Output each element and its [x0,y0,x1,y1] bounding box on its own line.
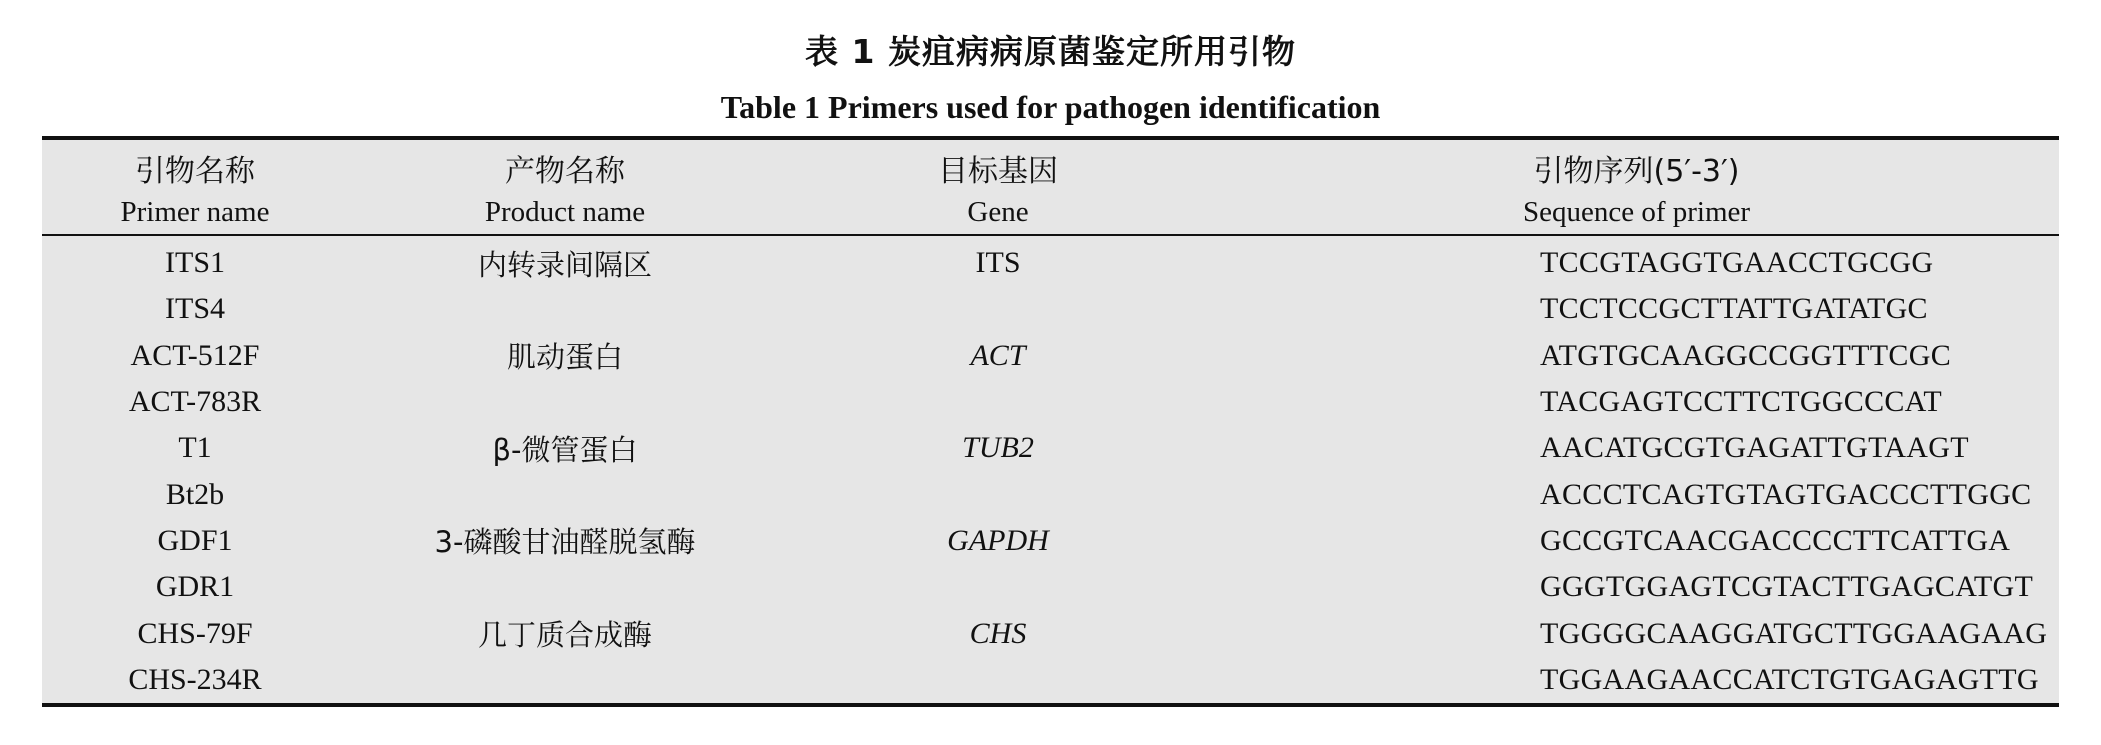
sequence-cell: ACCCTCAGTGTAGTGACCCTTGGC [1540,477,2032,511]
sequence-cell: TGGAAGAACCATCTGTGAGAGTTG [1540,662,2039,696]
gene-cell: TUB2 [962,431,1034,465]
gene-cell [782,471,1214,517]
table-row [42,657,2059,703]
product-name-cell: 几丁质合成酶 [477,618,652,653]
primer-name-cell: CHS-234R [128,662,262,696]
product-name-cell [348,564,782,610]
primer-name-cell: ITS1 [165,246,225,280]
sequence-cell: TCCGTAGGTGAACCTGCGG [1540,246,1934,280]
table-row [42,235,2059,286]
table-row [42,425,2059,471]
gene-cell: ITS [975,246,1021,280]
sequence-cell: TGGGGCAAGGATGCTTGGAAGAAG [1540,616,2048,650]
header-gene-en: Gene [782,190,1214,235]
gene-cell: ACT [970,338,1026,372]
table-row [42,518,2059,564]
header-gene-zh: 目标基因 [938,154,1058,189]
primer-name-cell: GDR1 [155,570,235,604]
header-row-chinese [42,140,2059,190]
product-name-cell [348,286,782,332]
primer-name-cell: T1 [178,431,212,465]
gene-cell: CHS [969,616,1027,650]
product-name-cell: 内转录间隔区 [477,247,652,282]
product-name-cell [348,379,782,425]
sequence-cell: ATGTGCAAGGCCGGTTTCGC [1540,338,1951,372]
gene-cell [782,379,1214,425]
product-name-cell [348,471,782,517]
product-name-cell: β-微管蛋白 [492,432,638,467]
sequence-cell: TACGAGTCCTTCTGGCCCAT [1540,385,1942,419]
primer-table-container [42,136,2059,707]
table-row [42,610,2059,656]
gene-cell [782,657,1214,703]
primer-table [42,140,2059,703]
sequence-cell: TCCTCCGCTTATTGATATGC [1540,292,1928,326]
table-row [42,564,2059,610]
header-product-name-zh: 产物名称 [505,154,625,189]
gene-cell [782,564,1214,610]
table-row [42,333,2059,379]
header-primer-name-en: Primer name [42,190,348,235]
product-name-cell: 3-磷酸甘油醛脱氢酶 [434,525,696,560]
header-product-name-en: Product name [348,190,782,235]
header-sequence-zh: 引物序列(5′-3′) [1533,154,1740,189]
primer-name-cell: Bt2b [165,477,225,511]
table-row [42,471,2059,517]
sequence-cell: GCCGTCAACGACCCCTTCATTGA [1540,523,2011,557]
sequence-cell: AACATGCGTGAGATTGTAAGT [1540,431,1969,465]
primer-name-cell: ITS4 [165,292,225,326]
primer-name-cell: ACT-783R [128,385,262,419]
table-title-english: Table 1 Primers used for pathogen identification [720,89,1381,125]
product-name-cell: 肌动蛋白 [506,340,623,375]
product-name-cell [348,657,782,703]
table-row [42,379,2059,425]
header-sequence-en: Sequence of primer [1214,190,2059,235]
primer-name-cell: CHS-79F [137,616,253,650]
primer-name-cell: ACT-512F [130,338,260,372]
header-row-english [42,190,2059,235]
gene-cell [782,286,1214,332]
header-primer-name-zh: 引物名称 [135,154,255,189]
table-title-chinese: 表 1 炭疽病病原菌鉴定所用引物 [805,32,1296,71]
gene-cell: GAPDH [947,523,1049,557]
table-row [42,286,2059,332]
primer-name-cell: GDF1 [157,523,233,557]
sequence-cell: GGGTGGAGTCGTACTTGAGCATGT [1540,570,2034,604]
